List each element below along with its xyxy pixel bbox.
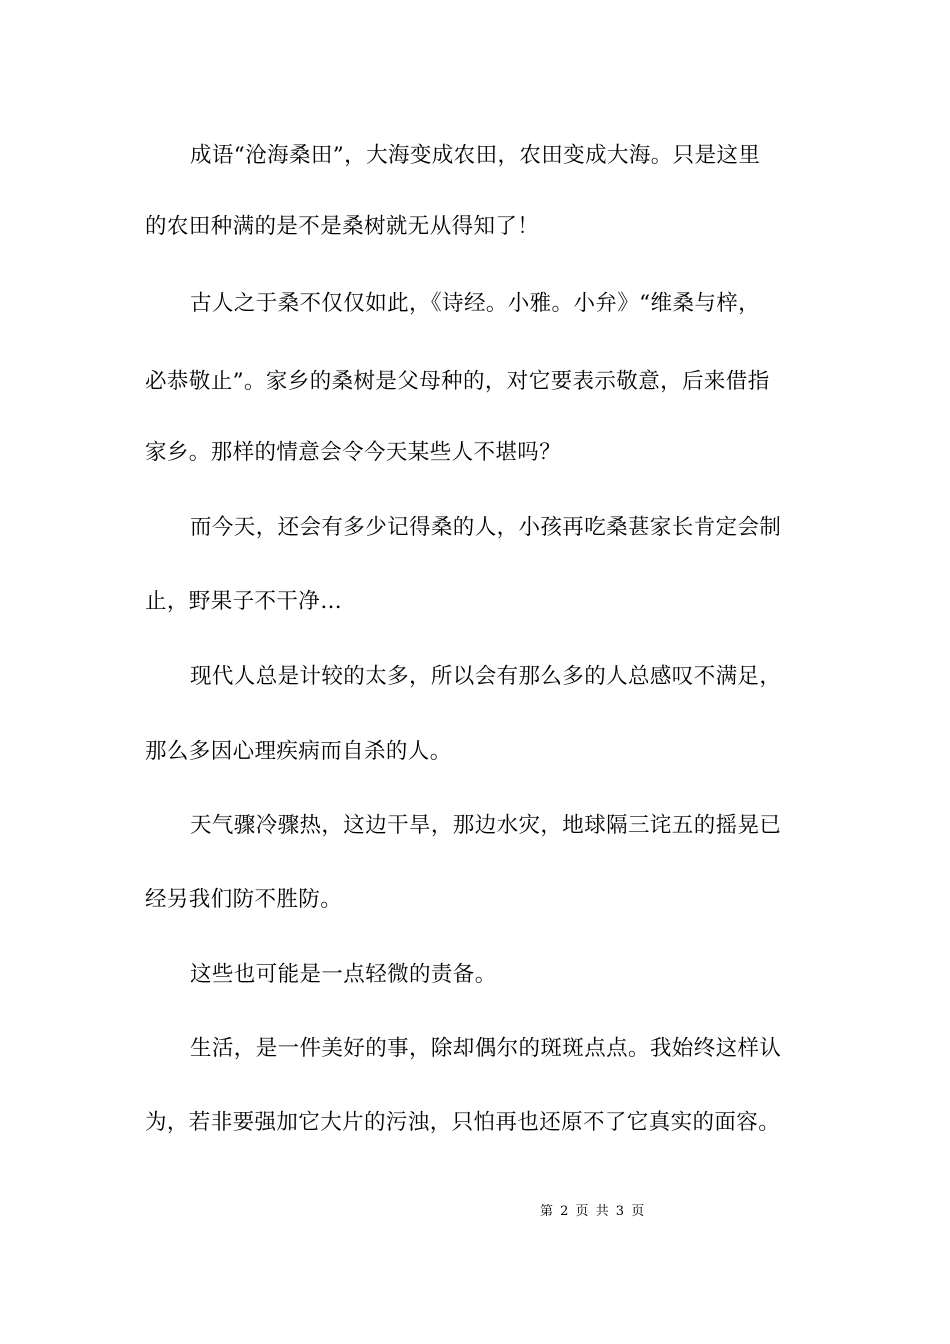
paragraph-line: 这些也可能是一点轻微的责备。 [190, 962, 497, 987]
paragraph-line: 必恭敬止”。家乡的桑树是父母种的，对它要表示敬意，后来借指 [145, 369, 770, 394]
paragraph-line: 生活，是一件美好的事，除却偶尔的斑斑点点。我始终这样认 [190, 1036, 782, 1061]
paragraph-line: 古人之于桑不仅仅如此，《诗经。小雅。小弁》“维桑与梓， [190, 291, 761, 316]
paragraph-line: 经另我们防不胜防。 [145, 887, 343, 912]
paragraph-line: 天气骤冷骤热，这边干旱，那边水灾，地球隔三诧五的摇晃已 [190, 813, 782, 838]
paragraph-line: 为，若非要强加它大片的污浊，只怕再也还原不了它真实的面容。 [145, 1110, 781, 1135]
page-number-footer: 第 2 页 共 3 页 [540, 1204, 645, 1219]
paragraph-line: 的农田种满的是不是桑树就无从得知了！ [145, 214, 540, 239]
paragraph-line: 那么多因心理疾病而自杀的人。 [145, 739, 452, 764]
paragraph-line: 而今天，还会有多少记得桑的人，小孩再吃桑葚家长肯定会制 [190, 515, 782, 540]
paragraph-line: 现代人总是计较的太多，所以会有那么多的人总感叹不满足， [190, 664, 782, 689]
paragraph-line: 成语“沧海桑田”，大海变成农田，农田变成大海。只是这里 [190, 143, 761, 168]
paragraph-line: 止，野果子不干净… [145, 589, 343, 614]
paragraph-line: 家乡。那样的情意会令今天某些人不堪吗？ [145, 440, 562, 465]
